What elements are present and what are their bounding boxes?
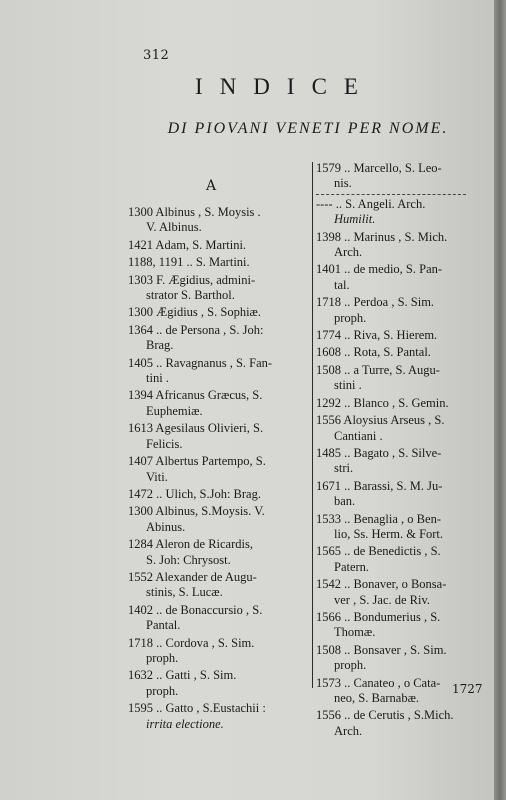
entry-continuation: Cantiani . [334, 428, 383, 443]
entry-line: 1394 Africanus Græcus, S. [128, 388, 263, 403]
entry-line: 1398 .. Marinus , S. Mich. [316, 229, 448, 244]
entry-line: 1671 .. Barassi, S. M. Ju- [316, 478, 443, 493]
entry-continuation: Humilit. [334, 212, 376, 227]
index-entry [316, 295, 488, 326]
left-column [128, 205, 308, 734]
index-entry [316, 577, 488, 608]
index-entry [316, 230, 488, 261]
index-entry [316, 708, 488, 739]
entry-continuation: proph. [146, 683, 179, 698]
index-entry [316, 610, 488, 641]
index-entry [316, 396, 488, 411]
entry-line: 1401 .. de medio, S. Pan- [316, 262, 443, 277]
catchword: 1727 [452, 682, 483, 696]
index-title: INDICE [195, 74, 375, 99]
index-entry [128, 537, 308, 568]
entry-continuation: Felicis. [146, 436, 183, 451]
index-entry [128, 636, 308, 667]
entry-line: 1533 .. Benaglia , o Ben- [316, 511, 441, 526]
index-entry [128, 570, 308, 601]
entry-continuation: ver , S. Jac. de Riv. [334, 592, 431, 607]
entry-continuation: Arch. [334, 245, 363, 260]
index-entry [128, 323, 308, 354]
entry-line: 1402 .. de Bonaccursio , S. [128, 602, 263, 617]
index-entry [128, 421, 308, 452]
entry-line: 1300 Ægidius , S. Sophiæ. [128, 305, 262, 320]
entry-continuation: stini . [334, 378, 362, 393]
entry-continuation: proph. [334, 658, 367, 673]
entry-line: 1407 Albertus Partempo, S. [128, 454, 266, 469]
entry-continuation: irrita electione. [146, 716, 224, 731]
entry-continuation: Thomæ. [334, 625, 376, 640]
entry-continuation: strator S. Barthol. [146, 288, 235, 303]
entry-continuation: proph. [146, 650, 179, 665]
entry-continuation: lio, Ss. Herm. & Fort. [334, 526, 444, 541]
index-entry [316, 328, 488, 343]
entry-continuation: tal. [334, 277, 350, 292]
entry-line: 1556 Aloysius Arseus , S. [316, 413, 445, 428]
entry-continuation: Patern. [334, 559, 370, 574]
entry-line: 1421 Adam, S. Martini. [128, 237, 247, 252]
entry-line: 1579 .. Marcello, S. Leo- [316, 161, 442, 175]
entry-line: 1292 .. Blanco , S. Gemin. [316, 395, 449, 410]
index-entry [128, 504, 308, 535]
index-entry [128, 668, 308, 699]
column-divider [312, 162, 313, 688]
page-number: 312 [143, 48, 170, 63]
index-entry [128, 238, 308, 253]
index-entry [316, 544, 488, 575]
entry-line: 1405 .. Ravagnanus , S. Fan- [128, 355, 273, 370]
entry-line: 1566 .. Bondumerius , S. [316, 609, 441, 624]
index-entry [316, 161, 488, 192]
index-entry [128, 205, 308, 236]
entry-line: 1552 Alexander de Augu- [128, 569, 257, 584]
index-entry [128, 305, 308, 320]
entry-line: 1632 .. Gatti , S. Sim. [128, 668, 237, 683]
entry-line: 1284 Aleron de Ricardis, [128, 537, 253, 552]
entry-line: 1573 .. Canateo , o Cata- [316, 675, 441, 690]
entry-line: 1364 .. de Persona , S. Joh: [128, 322, 264, 337]
entry-line: 1595 .. Gatto , S.Eustachii : [128, 701, 266, 716]
section-letter: A [206, 178, 217, 194]
entry-line: 1300 Albinus, S.Moysis. V. [128, 504, 265, 519]
entry-line: ---- .. S. Angeli. Arch. [316, 196, 426, 211]
entry-line: 1542 .. Bonaver, o Bonsa- [316, 577, 447, 592]
entry-separator [316, 194, 466, 195]
entry-line: 1508 .. a Turre, S. Augu- [316, 362, 440, 377]
entry-continuation: stri. [334, 461, 354, 476]
index-entry [316, 479, 488, 510]
entry-continuation: Brag. [146, 338, 174, 353]
entry-line: 1485 .. Bagato , S. Silve- [316, 445, 442, 460]
index-entry [128, 255, 308, 270]
entry-continuation: S. Joh: Chrysost. [146, 552, 231, 567]
index-entry [128, 273, 308, 304]
entry-line: 1303 F. Ægidius, admini- [128, 272, 256, 287]
index-entry [128, 603, 308, 634]
entry-continuation: nis. [334, 176, 352, 191]
entry-line: 1613 Agesilaus Olivieri, S. [128, 421, 264, 436]
page-edge [494, 0, 506, 800]
index-entry [128, 701, 308, 732]
right-column [316, 161, 488, 741]
entry-continuation: Viti. [146, 469, 168, 484]
entry-line: 1718 .. Cordova , S. Sim. [128, 635, 255, 650]
index-subtitle: DI PIOVANI VENETI PER NOME. [167, 120, 449, 137]
entry-continuation: ban. [334, 494, 356, 509]
entry-line: 1508 .. Bonsaver , S. Sim. [316, 642, 447, 657]
entry-continuation: tini . [146, 371, 169, 386]
index-entry [128, 454, 308, 485]
entry-continuation: neo, S. Barnabæ. [334, 691, 420, 705]
index-entry [316, 512, 488, 543]
index-entry [316, 363, 488, 394]
entry-line: 1608 .. Rota, S. Pantal. [316, 345, 431, 360]
entry-line: 1300 Albinus , S. Moysis . [128, 205, 261, 219]
entry-continuation: Abinus. [146, 519, 186, 534]
entry-continuation: Pantal. [146, 618, 181, 633]
entry-line: 1556 .. de Cerutis , S.Mich. [316, 708, 454, 723]
entry-line: 1718 .. Perdoa , S. Sim. [316, 295, 435, 310]
index-entry [316, 345, 488, 360]
index-entry [316, 413, 488, 444]
index-entry [316, 262, 488, 293]
index-entry [128, 356, 308, 387]
entry-line: 1188, 1191 .. S. Martini. [128, 255, 250, 270]
entry-continuation: Arch. [334, 723, 363, 738]
index-entry [316, 197, 488, 228]
entry-continuation: V. Albinus. [146, 220, 202, 235]
index-entry [316, 446, 488, 477]
index-entry [316, 643, 488, 674]
index-entry [128, 388, 308, 419]
entry-line: 1774 .. Riva, S. Hierem. [316, 328, 438, 343]
entry-line: 1565 .. de Benedictis , S. [316, 544, 441, 559]
index-entry [128, 487, 308, 502]
entry-continuation: proph. [334, 310, 367, 325]
entry-continuation: Euphemiæ. [146, 403, 203, 418]
entry-continuation: stinis, S. Lucæ. [146, 585, 223, 600]
entry-line: 1472 .. Ulich, S.Joh: Brag. [128, 486, 261, 501]
